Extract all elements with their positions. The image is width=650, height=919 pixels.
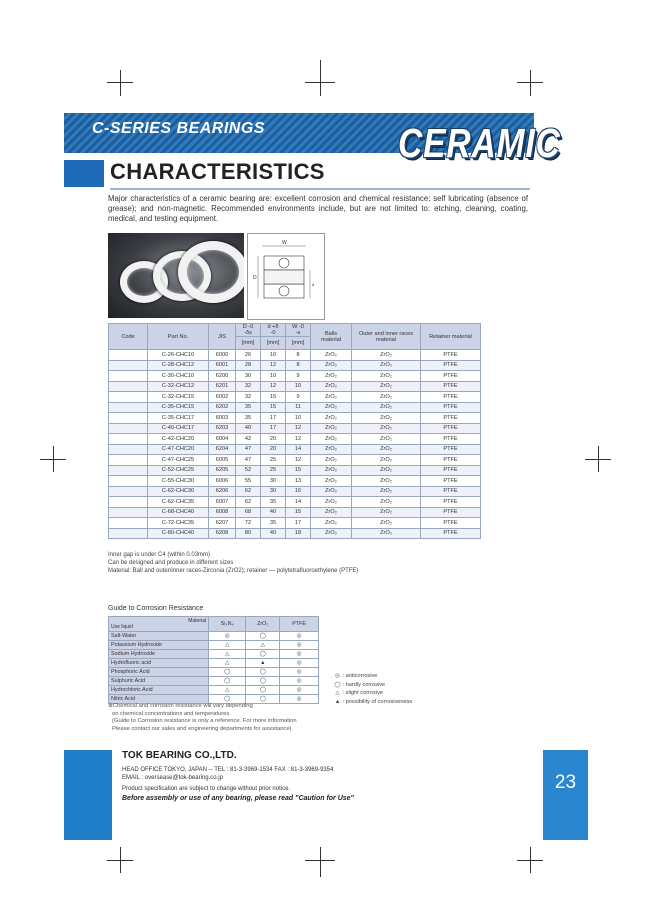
resistance-symbol: △: [209, 641, 246, 650]
spec-cell: C-62-CHC35: [148, 497, 209, 508]
spec-cell: PTFE: [421, 413, 481, 424]
spec-cell: ZrO₂: [352, 350, 421, 361]
code-cell: [109, 413, 148, 424]
spec-cell: PTFE: [421, 381, 481, 392]
section-marker: [64, 160, 104, 187]
crop-mark: [53, 446, 54, 472]
spec-cell: PTFE: [421, 360, 481, 371]
bearing-diagram: [247, 233, 325, 320]
corrosion-row: [109, 632, 319, 641]
header-part-no: Part No.: [148, 324, 209, 350]
spec-cell: 6208: [209, 528, 236, 539]
ceramic-label: CERAMIC: [398, 120, 561, 166]
code-cell: [109, 497, 148, 508]
spec-cell: PTFE: [421, 507, 481, 518]
spec-cell: C-47-CHC20: [148, 444, 209, 455]
spec-cell: 17: [261, 423, 286, 434]
crop-mark: [517, 82, 543, 83]
spec-cell: PTFE: [421, 423, 481, 434]
resistance-symbol: ◎: [280, 659, 319, 668]
spec-cell: 32: [236, 381, 261, 392]
address-line: HEAD OFFICE TOKYO, JAPAN -- TEL : 81-3-3969-1534 FAX : 81-3-3969-9354: [122, 767, 334, 773]
spec-cell: 14: [286, 444, 311, 455]
spec-cell: 6201: [209, 381, 236, 392]
w-label: W: [282, 240, 287, 246]
resistance-symbol: △: [209, 686, 246, 695]
resistance-symbol: ◯: [246, 650, 280, 659]
spec-cell: ZrO₂: [311, 444, 352, 455]
spec-cell: ZrO₂: [311, 507, 352, 518]
legend-text: : slight corrosive: [342, 690, 383, 697]
page-number-box: [543, 750, 588, 840]
spec-cell: PTFE: [421, 518, 481, 529]
crop-mark: [320, 60, 321, 96]
table-row: [109, 434, 481, 445]
spec-cell: PTFE: [421, 434, 481, 445]
spec-cell: C-35-CHC15: [148, 402, 209, 413]
spec-cell: 9: [286, 371, 311, 382]
spec-cell: 35: [236, 402, 261, 413]
series-title: C-SERIES BEARINGS: [92, 120, 265, 137]
spec-cell: ZrO₂: [311, 350, 352, 361]
resistance-symbol: △: [246, 641, 280, 650]
resistance-symbol: ◯: [246, 686, 280, 695]
resistance-symbol: ◯: [246, 695, 280, 704]
resistance-symbol: ◯: [209, 668, 246, 677]
resistance-symbol: △: [209, 659, 246, 668]
corrosion-row: [109, 650, 319, 659]
spec-cell: ZrO₂: [352, 371, 421, 382]
spec-cell: 10: [261, 350, 286, 361]
spec-cell: PTFE: [421, 371, 481, 382]
spec-cell: ZrO₂: [352, 444, 421, 455]
spec-cell: 28: [236, 360, 261, 371]
table-row: [109, 455, 481, 466]
unit-cell: [mm]: [286, 337, 311, 350]
spec-cell: 6003: [209, 413, 236, 424]
spec-cell: ZrO₂: [352, 476, 421, 487]
code-cell: [109, 360, 148, 371]
spec-cell: 14: [286, 497, 311, 508]
spec-cell: 20: [261, 444, 286, 455]
code-cell: [109, 371, 148, 382]
spec-cell: C-26-CHC10: [148, 350, 209, 361]
spec-cell: PTFE: [421, 455, 481, 466]
table-notes: [108, 552, 358, 575]
email-line: EMAIL : oversease@tok-bearing.co.jp: [122, 775, 223, 782]
spec-cell: 18: [286, 528, 311, 539]
footer-accent-bar: [64, 750, 112, 840]
spec-cell: ZrO₂: [311, 518, 352, 529]
spec-cell: C-28-CHC12: [148, 360, 209, 371]
resistance-symbol: ◎: [280, 677, 319, 686]
spec-cell: C-72-CHC35: [148, 518, 209, 529]
caution-notice: Before assembly or use of any bearing, please read "Caution for Use": [122, 795, 354, 802]
corrosion-row: [109, 686, 319, 695]
spec-cell: ZrO₂: [311, 413, 352, 424]
liquid-name: Sodium Hydroxide: [109, 650, 209, 659]
table-row: [109, 486, 481, 497]
company-name: TOK BEARING CO.,LTD.: [122, 750, 237, 761]
spec-cell: ZrO₂: [311, 402, 352, 413]
spec-cell: 25: [261, 465, 286, 476]
spec-cell: 35: [261, 497, 286, 508]
corner-bottom: Use liquid: [111, 624, 133, 630]
note-line: Can be designed and produce in different sizes: [108, 559, 234, 566]
table-row: [109, 350, 481, 361]
spec-cell: C-52-CHC25: [148, 465, 209, 476]
spec-cell: 40: [261, 528, 286, 539]
legend-text: : hardly corrosive: [342, 681, 386, 688]
header-races: Outer and inner races material: [352, 324, 421, 350]
spec-cell: 15: [286, 507, 311, 518]
spec-cell: 15: [286, 465, 311, 476]
bearing-photo: [108, 233, 244, 318]
spec-cell: 6200: [209, 371, 236, 382]
spec-cell: C-55-CHC30: [148, 476, 209, 487]
unit-cell: [mm]: [236, 337, 261, 350]
header-jis: JIS: [209, 324, 236, 350]
spec-cell: ZrO₂: [311, 392, 352, 403]
spec-cell: 52: [236, 465, 261, 476]
table-row: [109, 413, 481, 424]
spec-cell: 25: [261, 455, 286, 466]
company-address: [122, 766, 333, 783]
corrosion-row: [109, 659, 319, 668]
legend-symbol: ◯: [334, 681, 341, 688]
spec-cell: ZrO₂: [311, 486, 352, 497]
spec-cell: ZrO₂: [352, 381, 421, 392]
resistance-symbol: ◎: [280, 632, 319, 641]
spec-cell: 8: [286, 360, 311, 371]
table-row: [109, 392, 481, 403]
resistance-symbol: ◯: [246, 632, 280, 641]
spec-cell: ZrO₂: [352, 497, 421, 508]
resistance-symbol: ◎: [280, 686, 319, 695]
corrosion-footnote: [108, 703, 297, 733]
spec-cell: C-30-CHC10: [148, 371, 209, 382]
crop-mark: [305, 82, 335, 83]
spec-table: [108, 323, 481, 539]
corrosion-title: Guide to Corrosion Resistance: [108, 605, 204, 612]
spec-cell: 40: [261, 507, 286, 518]
spec-cell: 20: [261, 434, 286, 445]
spec-cell: C-32-CHC15: [148, 392, 209, 403]
resistance-symbol: ◎: [280, 641, 319, 650]
spec-cell: 11: [286, 402, 311, 413]
spec-cell: 30: [236, 371, 261, 382]
corner-top: Material: [188, 618, 206, 624]
liquid-name: Phosphoric Acid: [109, 668, 209, 677]
spec-cell: 30: [261, 476, 286, 487]
spec-cell: 12: [286, 423, 311, 434]
resistance-symbol: △: [209, 650, 246, 659]
corner-cell: [109, 617, 209, 632]
header-inner-d: d +δ -0: [261, 324, 286, 337]
resistance-symbol: ◎: [280, 695, 319, 704]
crop-mark: [530, 70, 531, 96]
spec-cell: ZrO₂: [352, 455, 421, 466]
spec-cell: ZrO₂: [352, 528, 421, 539]
spec-cell: 32: [236, 392, 261, 403]
d-label: D: [253, 275, 257, 281]
spec-cell: 6000: [209, 350, 236, 361]
footnote-line: on chemical concentrations and temperatures.: [112, 710, 231, 717]
code-cell: [109, 444, 148, 455]
spec-cell: PTFE: [421, 497, 481, 508]
section-underline: [110, 188, 530, 190]
spec-cell: ZrO₂: [352, 360, 421, 371]
spec-cell: ZrO₂: [311, 381, 352, 392]
spec-cell: 30: [261, 486, 286, 497]
spec-cell: 6204: [209, 444, 236, 455]
table-row: [109, 360, 481, 371]
legend-symbol: ▲: [334, 698, 341, 705]
table-row: [109, 476, 481, 487]
spec-cell: ZrO₂: [311, 455, 352, 466]
spec-cell: 6202: [209, 402, 236, 413]
spec-cell: 10: [286, 413, 311, 424]
footnote-line: ※Chemical and corrosion resistance will vary depending: [108, 703, 253, 709]
spec-cell: ZrO₂: [311, 423, 352, 434]
corrosion-legend: [334, 672, 412, 706]
spec-cell: C-80-CHC40: [148, 528, 209, 539]
table-row: [109, 497, 481, 508]
spec-cell: 55: [236, 476, 261, 487]
spec-notice: Product specification are subject to change without prior notice.: [122, 786, 291, 792]
header-outer-d: D -0 -δs: [236, 324, 261, 337]
spec-cell: 10: [286, 381, 311, 392]
spec-cell: ZrO₂: [311, 497, 352, 508]
spec-cell: ZrO₂: [352, 434, 421, 445]
resistance-symbol: ◎: [280, 650, 319, 659]
liquid-name: Hydrofluoric acid: [109, 659, 209, 668]
spec-cell: 80: [236, 528, 261, 539]
table-row: [109, 507, 481, 518]
spec-cell: 62: [236, 486, 261, 497]
spec-cell: ZrO₂: [311, 360, 352, 371]
code-cell: [109, 350, 148, 361]
crop-mark: [107, 860, 133, 861]
spec-cell: 62: [236, 497, 261, 508]
code-cell: [109, 455, 148, 466]
liquid-name: Sulphuric Acid: [109, 677, 209, 686]
table-row: [109, 528, 481, 539]
spec-cell: ZrO₂: [311, 434, 352, 445]
table-row: [109, 444, 481, 455]
spec-cell: 68: [236, 507, 261, 518]
spec-cell: 6203: [209, 423, 236, 434]
spec-cell: ZrO₂: [352, 392, 421, 403]
liquid-name: Nitric Acid: [109, 695, 209, 704]
table-row: [109, 423, 481, 434]
spec-cell: ZrO₂: [311, 371, 352, 382]
spec-cell: 12: [261, 360, 286, 371]
code-cell: [109, 486, 148, 497]
table-row: [109, 465, 481, 476]
section-title: CHARACTERISTICS: [110, 159, 325, 184]
resistance-symbol: ◎: [209, 632, 246, 641]
spec-cell: ZrO₂: [352, 413, 421, 424]
liquid-name: Potassium Hydroxide: [109, 641, 209, 650]
spec-cell: 6006: [209, 476, 236, 487]
spec-cell: 13: [286, 476, 311, 487]
spec-cell: 47: [236, 444, 261, 455]
spec-cell: 26: [236, 350, 261, 361]
table-row: [109, 371, 481, 382]
spec-cell: PTFE: [421, 392, 481, 403]
spec-cell: 17: [286, 518, 311, 529]
table-row: [109, 381, 481, 392]
spec-cell: C-68-CHC40: [148, 507, 209, 518]
spec-cell: C-35-CHC17: [148, 413, 209, 424]
code-cell: [109, 465, 148, 476]
code-cell: [109, 507, 148, 518]
code-cell: [109, 476, 148, 487]
small-d-label: d: [312, 282, 315, 287]
table-row: [109, 518, 481, 529]
spec-cell: PTFE: [421, 486, 481, 497]
spec-cell: ZrO₂: [352, 423, 421, 434]
spec-cell: 6007: [209, 497, 236, 508]
spec-cell: 6002: [209, 392, 236, 403]
spec-cell: 10: [261, 371, 286, 382]
spec-cell: 8: [286, 350, 311, 361]
spec-cell: ZrO₂: [352, 486, 421, 497]
crop-mark: [517, 860, 543, 861]
resistance-symbol: ◯: [209, 695, 246, 704]
resistance-symbol: ▲: [246, 659, 280, 668]
resistance-symbol: ◎: [280, 668, 319, 677]
spec-cell: 72: [236, 518, 261, 529]
legend-symbol: ◎: [335, 673, 340, 679]
spec-cell: 6206: [209, 486, 236, 497]
spec-cell: 12: [286, 434, 311, 445]
page-number: 23: [554, 772, 577, 793]
table-row: [109, 402, 481, 413]
code-cell: [109, 434, 148, 445]
header-retainer: Retainer material: [421, 324, 481, 350]
spec-cell: ZrO₂: [352, 507, 421, 518]
liquid-name: Salt-Water: [109, 632, 209, 641]
footnote-line: (Guide to Corrosion resistance is only a reference. For more information: [112, 718, 297, 725]
crop-mark: [305, 860, 335, 861]
spec-cell: C-42-CHC20: [148, 434, 209, 445]
spec-cell: 6008: [209, 507, 236, 518]
spec-cell: PTFE: [421, 476, 481, 487]
liquid-name: Hydrochloric Acid: [109, 686, 209, 695]
col-si3n4: Si₃N₄: [209, 617, 246, 632]
resistance-symbol: ◯: [209, 677, 246, 686]
crop-mark: [107, 82, 133, 83]
spec-cell: ZrO₂: [352, 518, 421, 529]
spec-cell: PTFE: [421, 350, 481, 361]
col-ptfe: PTFE: [280, 617, 319, 632]
note-line: Inner gap is under C4 (within 0.03mm): [108, 552, 211, 558]
corrosion-row: [109, 641, 319, 650]
unit-cell: [mm]: [261, 337, 286, 350]
spec-cell: C-32-CHC12: [148, 381, 209, 392]
code-cell: [109, 392, 148, 403]
header-balls: Balls material: [311, 324, 352, 350]
spec-cell: ZrO₂: [352, 465, 421, 476]
spec-cell: C-62-CHC30: [148, 486, 209, 497]
spec-cell: 6005: [209, 455, 236, 466]
corrosion-row: [109, 668, 319, 677]
header-code: Code: [109, 324, 148, 350]
col-zro2: ZrO₂: [246, 617, 280, 632]
spec-cell: 35: [261, 518, 286, 529]
code-cell: [109, 528, 148, 539]
spec-cell: 9: [286, 392, 311, 403]
spec-cell: 15: [261, 402, 286, 413]
spec-cell: 6205: [209, 465, 236, 476]
header-width: W -0 -s: [286, 324, 311, 337]
spec-cell: 47: [236, 455, 261, 466]
crop-mark: [598, 446, 599, 472]
code-cell: [109, 402, 148, 413]
spec-cell: ZrO₂: [311, 476, 352, 487]
spec-cell: C-47-CHC25: [148, 455, 209, 466]
resistance-symbol: ◯: [246, 677, 280, 686]
spec-cell: ZrO₂: [311, 465, 352, 476]
spec-cell: 6001: [209, 360, 236, 371]
footnote-line: Please contact our sales and engineering departments for assistance): [112, 725, 292, 732]
spec-cell: PTFE: [421, 444, 481, 455]
legend-text: : possibility of corrosiveness: [342, 698, 413, 705]
spec-cell: 17: [261, 413, 286, 424]
spec-cell: 15: [261, 392, 286, 403]
corrosion-row: [109, 677, 319, 686]
spec-cell: 12: [261, 381, 286, 392]
legend-text: : anticorrosive: [342, 673, 378, 679]
spec-cell: C-40-CHC17: [148, 423, 209, 434]
spec-cell: ZrO₂: [352, 402, 421, 413]
spec-cell: 40: [236, 423, 261, 434]
crop-mark: [320, 847, 321, 877]
spec-cell: 42: [236, 434, 261, 445]
code-cell: [109, 381, 148, 392]
resistance-symbol: ◯: [246, 668, 280, 677]
spec-cell: 12: [286, 455, 311, 466]
spec-cell: PTFE: [421, 465, 481, 476]
spec-cell: PTFE: [421, 402, 481, 413]
corrosion-table: [108, 616, 319, 704]
spec-cell: ZrO₂: [311, 528, 352, 539]
code-cell: [109, 423, 148, 434]
intro-paragraph: Major characteristics of a ceramic bearing are: excellent corrosion and chemical resistance; self lubricating (absence of grease); and non-magnetic. Recommended environments include, but are not limited to: etching, cleaning, coating, medical, and testing equipment.: [108, 194, 528, 223]
legend-symbol: △: [335, 690, 340, 697]
crop-mark: [120, 70, 121, 96]
spec-cell: 35: [236, 413, 261, 424]
spec-cell: PTFE: [421, 528, 481, 539]
note-line: Material: Ball and outer/inner races-Zirconia (ZrO2); retainer — polytetrafluoroethylene (PTFE): [108, 567, 359, 574]
spec-cell: 6004: [209, 434, 236, 445]
spec-cell: 16: [286, 486, 311, 497]
code-cell: [109, 518, 148, 529]
spec-cell: 6207: [209, 518, 236, 529]
